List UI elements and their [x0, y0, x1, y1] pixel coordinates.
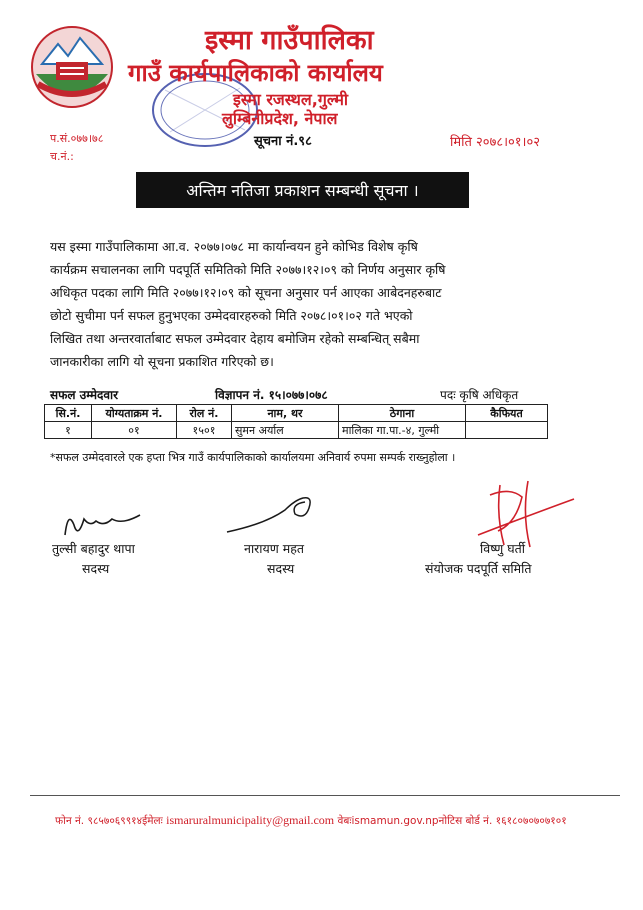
signatory-2-name: नारायण महत [244, 541, 305, 556]
signature-1 [60, 505, 145, 545]
footer-web[interactable]: वेबःismamun.gov.np [337, 815, 439, 827]
dispatch-number: च.नं.: [50, 150, 74, 163]
signatory-3-role: संयोजक पदपूर्ति समिति [425, 561, 532, 576]
footer-phone: फोन नं. ९८५७०६९९१४ [55, 815, 143, 827]
col-roll: रोल नं. [177, 405, 232, 422]
office-name: गाउँ कार्यपालिकाको कार्यालय [128, 59, 383, 87]
col-merit: योग्यताक्रम नं. [92, 405, 177, 422]
office-address: इस्मा रजस्थल,गुल्मी [233, 90, 349, 109]
cell-name: सुमन अर्याल [232, 422, 339, 439]
cell-address: मालिका गा.पा.-४, गुल्मी [339, 422, 466, 439]
office-province: लुम्बिनीप्रदेश, नेपाल [222, 109, 338, 128]
advertisement-number: विज्ञापन नं. १५।०७७।०७८ [215, 388, 328, 402]
notice-title: अन्तिम नतिजा प्रकाशन सम्बन्धी सूचना । [136, 172, 469, 208]
footer-email-label: ईमेलः [142, 815, 163, 827]
col-address: ठेगाना [339, 405, 466, 422]
signature-2 [225, 490, 325, 535]
col-remarks: कैफियत [466, 405, 548, 422]
col-serial: सि.नं. [45, 405, 92, 422]
body-line: अधिकृत पदका लागि मिति २०७७।१२।०९ को सूचना अनुसार पर्न आएका आबेदनहरुबाट [50, 285, 442, 300]
signature-3 [470, 475, 580, 550]
notice-number: सूचना नं.९८ [254, 134, 312, 149]
notice-body [50, 235, 590, 373]
body-line: जानकारीका लागि यो सूचना प्रकाशित गरिएको छ। [50, 354, 274, 369]
cell-merit: ०१ [92, 422, 177, 439]
cell-remarks [466, 422, 548, 439]
signatory-2-role: सदस्य [267, 561, 295, 576]
notice-date: मिति २०७८।०१।०२ [450, 135, 540, 150]
body-line: कार्यक्रम सचालनका लागि पदपूर्ति समितिको मिति २०७७।१२।०९ को निर्णय अनुसार कृषि [50, 262, 446, 277]
footer [55, 813, 567, 828]
post-label: पदः कृषि अधिकृत [440, 388, 519, 402]
reference-number: प.सं.०७७।७८ [50, 132, 104, 145]
signatory-1-name: तुल्सी बहादुर थापा [52, 541, 135, 556]
col-name: नाम, थर [232, 405, 339, 422]
footer-board: नोटिस बोर्ड नं. १६१८०७०७०७१०१ [438, 815, 567, 827]
body-line: छोटो सुचीमा पर्न सफल हुनुभएका उम्मेदवारहरुको मिति २०७८।०१।०२ गते भएको [50, 308, 413, 323]
signatory-1-role: सदस्य [82, 561, 110, 576]
body-line: लिखित तथा अन्तरवार्ताबाट सफल उम्मेदवार देहाय बमोजिम रहेको सम्बन्धित् सबैमा [50, 331, 420, 346]
footer-email[interactable]: ismaruralmunicipality@gmail.com [166, 813, 335, 827]
successful-candidate-label: सफल उम्मेदवार [50, 388, 119, 402]
table-header-row [45, 405, 548, 422]
cell-roll: १५०१ [177, 422, 232, 439]
results-table [44, 404, 548, 439]
municipality-name: इस्मा गाउँपालिका [205, 25, 374, 56]
footnote: *सफल उम्मेदवारले एक हप्ता भित्र गाउँ कार्यपालिकाको कार्यालयमा अनिवार्य रुपमा सम्पर्क राख्नुहोला । [50, 451, 456, 464]
cell-serial: १ [45, 422, 92, 439]
table-row [45, 422, 548, 439]
footer-divider [30, 795, 620, 796]
body-line: यस इस्मा गाउँपालिकामा आ.व. २०७७।०७८ मा कार्यान्वयन हुने कोभिड विशेष कृषि [50, 239, 418, 254]
signatory-3-name: विष्णु घर्ती [480, 541, 525, 556]
nepal-emblem-logo [28, 24, 116, 110]
